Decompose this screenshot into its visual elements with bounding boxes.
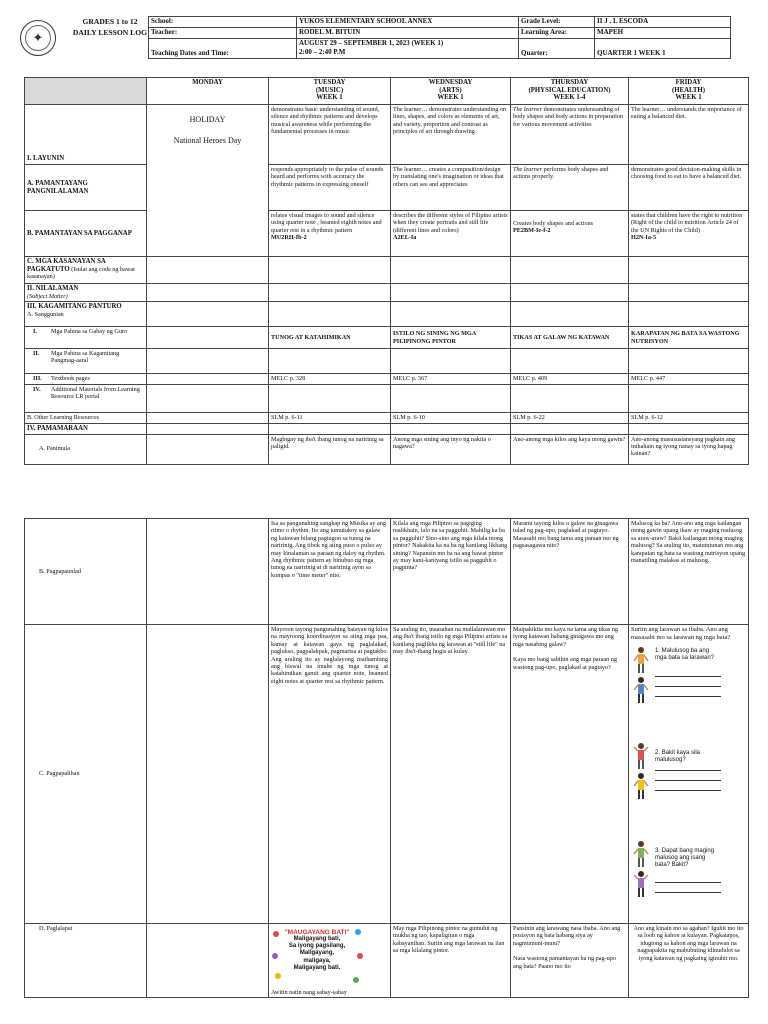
layunin-tuesday: demonstrates basic understanding of sound, silence and rhythmic patterns and develops musical awareness while performing the fundamental processes in music [269,105,391,165]
answer-line [655,882,721,883]
row-label-pagganap: B. PAMANTAYAN SA PAGGANAP [25,211,147,257]
teacher-label: Teacher: [149,28,297,39]
card-title: "MAUGAYANG BATI" [284,929,350,936]
pamamaraan-monday [147,424,269,435]
layunin-thursday-lead: The learner [513,106,543,113]
additional-friday [629,385,749,413]
dates-value-line-2: 2:00 – 2:40 P.M [299,48,346,56]
pagpapaunlad-monday [147,519,269,625]
textbook-label: Textbook pages [51,375,90,382]
pagpapalihan-friday-text: Suriin ang larawan sa ibaba. Ano ang masasabi mo sa larawan ng mga bata? [631,626,731,641]
child-figure-4 [633,772,649,802]
pangmag-wednesday [391,349,511,374]
layunin-wednesday: The learner… demonstrates understanding on lines, shapes, and colors as elements of art, and variety, proportion and contrast as principles of art through drawing [391,105,511,165]
pamamaraan-thursday [511,424,629,435]
kasanayan-label: C. MGA KASANAYAN SA PAGKATUTO [27,258,106,273]
additional-label: Additional Materials from Learning Resource LR portal [51,386,140,401]
pagpapaunlad-wednesday: Kilala ang mga Pilipino sa pagiging malikhain, lalo na sa pagguhit. Mahilig ka ba sa pagguhit? Sino-sino ang mga kilala mong pintor? Nakakita ka na ba ng kanilang likhang sining? Napansin mo ba na ang bawat pintor ay may kani-kaniyang istilo sa pagguhit o pagpinta? [391,519,511,625]
kasanayan-friday [629,257,749,284]
kasanayan-thursday [511,257,629,284]
day-monday: MONDAY [147,78,269,105]
confetti-dot [355,929,361,935]
day-thursday [511,78,629,105]
row-label-panimula: A. Panimula [25,434,147,464]
kagamitang-pangmag-label: Mga Pahina sa Kagamitang Pangmag-aaral [51,350,120,365]
row-label-layunin: I. LAYUNIN [25,105,147,165]
paglalapat-thursday [511,924,629,998]
paglalapat-wednesday: May mga Pilipinong pintor na gumuhit ng mukha ng tao, kapaligiran o mga kabayanihan. Suriin ang mga larawan na ilan sa mga kilalang pintor. [391,924,511,998]
friday-week: WEEK 1 [675,94,702,102]
school-value: YUKOS ELEMENTARY SCHOOL ANNEX [297,17,519,28]
child-figure-5 [633,840,649,870]
row-label-pagpapalihan: C. Pagpapalihan [25,625,147,924]
other-wednesday: SLM p. 6-10 [391,413,511,424]
textbook-friday: MELC p. 447 [629,374,749,385]
confetti-dot [272,953,278,959]
kagamitan-sub: A. Sanggunian [27,310,64,318]
thursday-subject: (PHYSICAL EDUCATION) [528,86,611,94]
child-figure-3 [633,742,649,772]
worksheet-question-2: 2. Bakit kaya sila malulusog? [655,750,701,763]
day-wednesday [391,78,511,105]
layunin-thursday [511,105,629,165]
tuesday-subject: (MUSIC) [315,86,344,94]
row-label-pangnilalaman: A. PAMANTAYANG PANGNILALAMAN [25,165,147,211]
title-line-2: DAILY LESSON LOG [72,28,148,37]
pangmag-monday [147,349,269,374]
pagganap-wednesday-text: describes the different styles of Filipino artists when they create portraits and still life (different lines and colors) [393,212,508,234]
gabay-label: Mga Pahina sa Gabay ng Guro [51,328,128,335]
nilalaman-label: II. NILALAMAN [27,285,79,292]
pamamaraan-friday [629,424,749,435]
thursday-label: THURSDAY [550,79,589,86]
worksheet-question-3: 3. Dapat bang maging malusog ang isang bata? Bakit? [655,848,715,868]
textbook-monday [147,374,269,385]
grade-label: Grade Level: [519,17,595,28]
gabay-tuesday: TUNOG AT KATAHIMIKAN [269,327,391,349]
nilalaman-sub: (Subject Matter) [27,292,68,300]
kagamitan-tuesday [269,302,391,327]
textbook-wednesday: MELC p. 367 [391,374,511,385]
textbook-thursday: MELC p. 409 [511,374,629,385]
pagpapalihan-wednesday: Sa araling ito, inaasahan na mailalarawan mo ang iba't ibang istilo ng mga Pilipino artists sa kanilang paglikha ng larawan at "still life" na may iba't-ibang hugis at kulay. [391,625,511,924]
paglalapat-tuesday [269,924,391,998]
pagganap-wednesday [391,211,511,257]
teacher-value: RODEL M. BITUIN [297,28,519,39]
wednesday-subject: (ARTS) [439,86,462,94]
paglalapat-tuesday-text: Awitin natin nang sabay-sabay [271,989,347,996]
area-label: Learning Area: [519,28,595,39]
row-label-nilalaman [25,284,147,302]
pangnilalaman-wednesday: The learner… creates a composition/design by translating one's imagination or ideas that others can see and appreciates [391,165,511,211]
answer-line [655,676,721,677]
gabay-wednesday: ISTILO NG SINING NG MGA PILIPINONG PINTOR [391,327,511,349]
confetti-dot [353,977,359,983]
card-line: Maligayang bati, [293,936,341,942]
corner-cell [25,78,147,105]
lesson-log-header [14,14,754,62]
pagganap-friday-code: H2N-Ia-5 [631,234,657,242]
answer-line [655,790,721,791]
card-line: Maligayang, [299,950,335,957]
friday-subject: (HEALTH) [672,86,705,94]
health-worksheet-image [631,642,727,922]
quarter-value: QUARTER 1 WEEK 1 [595,39,731,59]
pagpapalihan-tuesday: Mayroon tayong pangunahing batayan ng kilos na mayroong koordinasyon sa ating mga paa, kamay at katawan gaya ng paglalakad, paglukso, pagpalakpak, pagmartsa at pagtakbo. Ang araling ito ay naglalayong maihambing ang biswal na imahe ng mga tunog at katahimikan gamit ang quarter note, beamed eight notes at quarter rest sa rhythmic pattern. [269,625,391,924]
tuesday-label: TUESDAY [313,79,346,86]
gabay-num: I. [33,328,37,335]
child-figure-6 [633,870,649,900]
pagpapaunlad-thursday: Marami tayong kilos o galaw na ginagawa tulad ng pag-upo, paglakad at pagtayo. Masasabi mo bang tama ang paraan mo ng pagsasagawa nito? [511,519,629,625]
card-line: Maligayang bati. [293,964,341,971]
confetti-dot [275,973,281,979]
card-line: maligaya, [303,957,331,964]
pangnilalaman-thursday-text: performs body shapes and actions properly. [513,166,609,181]
nilalaman-monday [147,284,269,302]
gabay-thursday: TIKAS AT GALAW NG KATAWAN [511,327,629,349]
pamamaraan-tuesday [269,424,391,435]
day-friday [629,78,749,105]
gabay-monday [147,327,269,349]
pagganap-thursday-text: Creates body shapes and actions [513,220,594,227]
day-tuesday [269,78,391,105]
kagamitan-monday [147,302,269,327]
additional-wednesday [391,385,511,413]
row-label-pamamaraan: IV. PAMAMARAAN [25,424,147,435]
kasanayan-wednesday [391,257,511,284]
pamamaraan-wednesday [391,424,511,435]
pagganap-thursday [511,211,629,257]
paglalapat-thursday-text-2: Nasa wastong pamantayan ba ng pag-upo ang bata? Paano mo ito [513,955,616,970]
pagpapalihan-thursday-text-2: Kaya mo bang sabihin ang mga paraan ng wastong pag-upo, paglakad at pagtayo? [513,656,617,671]
panimula-tuesday: Magbigay ng iba't ibang tunog na naririnig sa paligid. [269,434,391,464]
confetti-dot [357,953,363,959]
textbook-num: III. [33,375,42,382]
other-friday: SLM p. 6-12 [629,413,749,424]
row-label-textbook [25,374,147,385]
dates-value [297,39,519,59]
pangnilalaman-thursday-lead: The learner [513,166,543,173]
kagamitan-thursday [511,302,629,327]
other-thursday: SLM p. 6-22 [511,413,629,424]
dates-label: Teaching Dates and Time: [149,39,297,59]
paglalapat-friday: Ano ang kinain mo sa agahan? Iguhit mo ito sa loob ng kahon at kulayan. Pagkatapos, idugtong sa kahon ang mga larawan na nagpapakita ng mabubuting idinudulot sa iyong katawan ng pagkaing iginuhit mo. [629,924,749,998]
row-label-gabay [25,327,147,349]
monday-holiday-cell [147,105,269,257]
kagamitan-label: III. KAGAMITANG PANTURO [27,303,122,310]
paglalapat-thursday-text-1: Pansinin ang larawang nasa ibaba. Ano ang posisyon ng bata habang siya ay nagmumuni-muni? [513,925,621,947]
thursday-week: WEEK 1-4 [553,94,586,102]
area-value: MAPEH [595,28,731,39]
other-tuesday: SLM p. 6-11 [269,413,391,424]
row-label-paglalapat: D. Paglalapat [25,924,147,998]
pangmag-tuesday [269,349,391,374]
wednesday-week: WEEK 1 [437,94,464,102]
child-figure-1 [633,646,649,676]
answer-line [655,686,721,687]
answer-line [655,892,721,893]
kagamitang-pangmag-num: II. [33,350,40,357]
pagpapalihan-friday [629,625,749,924]
additional-thursday [511,385,629,413]
pagganap-friday-text: states that children have the right to nutrition (Right of the child to nutrition Article 24 of the UN Rights of the Child) [631,212,743,234]
answer-line [655,770,721,771]
additional-monday [147,385,269,413]
kagamitan-wednesday [391,302,511,327]
daily-lesson-table-page2 [24,518,749,998]
confetti-dot [273,931,279,937]
lesson-log-title [62,16,158,38]
pangmag-friday [629,349,749,374]
friday-label: FRIDAY [675,79,702,86]
kasanayan-tuesday [269,257,391,284]
pagganap-friday [629,211,749,257]
daily-lesson-table-page1 [24,77,749,465]
layunin-thursday-text: demonstrates understanding of body shapes and body actions in preparation for various movement activities [513,106,623,128]
school-label: School: [149,17,297,28]
nilalaman-thursday [511,284,629,302]
worksheet-question-1: 1. Malulusog ba ang mga bata sa larawan? [655,648,715,661]
panimula-friday: Ano-anong masusustansyang pagkain ang inihahain ng iyong nanay sa iyong hapag kainan? [629,434,749,464]
nilalaman-wednesday [391,284,511,302]
additional-num: IV. [33,386,41,393]
pagganap-tuesday [269,211,391,257]
pagganap-tuesday-text: relates visual images to sound and silence using quarter note , beamed eighth notes and quarter rest in a rhythmic pattern [271,212,382,234]
other-monday [147,413,269,424]
row-label-kasanayan [25,257,147,284]
panimula-thursday: Ano-anong mga kilos ang kaya mong gawin? [511,434,629,464]
row-label-kagamitan [25,302,147,327]
kasanayan-note: (Isulat ang code ng bawat kasanayan) [27,265,135,281]
gabay-friday: KARAPATAN NG BATA SA WASTONG NUTRISYON [629,327,749,349]
layunin-friday: The learner… understands the importance of eating a balanced diet. [629,105,749,165]
dates-value-line-1: AUGUST 29 – SEPTEMBER 1, 2023 (WEEK 1) [299,39,444,47]
pangnilalaman-friday: demonstrates good decision-making skills in choosing food to eat to have a balanced diet. [629,165,749,211]
quarter-label: Quarter: [519,39,595,59]
header-info-table [148,16,731,59]
answer-line [655,780,721,781]
pagpapaunlad-friday: Malusog ka ba? Ano-ano ang mga kailangan mong gawin upang ikaw ay maging malusog sa araw-araw? Bakit kailangan mong maging malusog? Sa araling ito, matututunan mo ang karapatan ng bata sa wastong nutrisyon upang manatiling malakas at malusog. [629,519,749,625]
nilalaman-friday [629,284,749,302]
deped-seal-logo: ✦ [20,20,56,56]
child-figure-2 [633,676,649,706]
card-line: Sa iyong pagsilang, [288,943,346,950]
grade-value: II J . L ESCODA [595,17,731,28]
pagpapalihan-monday [147,625,269,924]
panimula-monday [147,434,269,464]
tuesday-week: WEEK 1 [316,94,343,102]
panimula-wednesday: Anong mga sining ang inyo ng nakita o nagawa? [391,434,511,464]
pagpapalihan-thursday-text-1: Maipakikita mo kaya na tama ang tikas ng iyong katawan habang ginagawa mo ang mga nasabing galaw? [513,626,618,648]
answer-line [655,696,721,697]
pangnilalaman-tuesday: responds appropriately to the pulse of sounds heard and performs with accuracy the rhythmic patterns in expressing oneself [269,165,391,211]
kasanayan-monday [147,257,269,284]
textbook-tuesday: MELC p. 328 [269,374,391,385]
pangnilalaman-thursday [511,165,629,211]
holiday-name: National Heroes Day [173,136,242,145]
pangmag-thursday [511,349,629,374]
pagpapaunlad-tuesday: Isa sa pangunahing sangkap ng Musika ay ang ritmo o rhythm. Ito ang tumutukoy sa galaw ng katawan bilang pagtugon sa tunog na naririnig. Ang tibok ng ating puso o pulso ay may kinalaman sa paraan ng daloy ng rhythm. Ang rhythmic pattern ay binubuo ng mga tunog na naririnig at di naririnig ayon sa kumpas o "time meter" nito. [269,519,391,625]
pagganap-tuesday-code: MU2RH-Ib-2 [271,234,307,242]
additional-tuesday [269,385,391,413]
row-label-kagamitang-pangmag [25,349,147,374]
nilalaman-tuesday [269,284,391,302]
row-label-additional [25,385,147,413]
title-line-1: GRADES 1 to 12 [82,17,138,26]
paglalapat-monday [147,924,269,998]
row-label-pagpapaunlad: B. Pagpapaunlad [25,519,147,625]
holiday-label: HOLIDAY [189,115,226,124]
wednesday-label: WEDNESDAY [428,79,473,86]
pagpapalihan-thursday [511,625,629,924]
row-label-other-resources: B. Other Learning Resources [25,413,147,424]
birthday-song-card [271,925,363,989]
kagamitan-friday [629,302,749,327]
pagganap-wednesday-code: A2EL-Ia [393,234,417,242]
pagganap-thursday-code: PE2BM-Ie-f-2 [513,227,551,235]
